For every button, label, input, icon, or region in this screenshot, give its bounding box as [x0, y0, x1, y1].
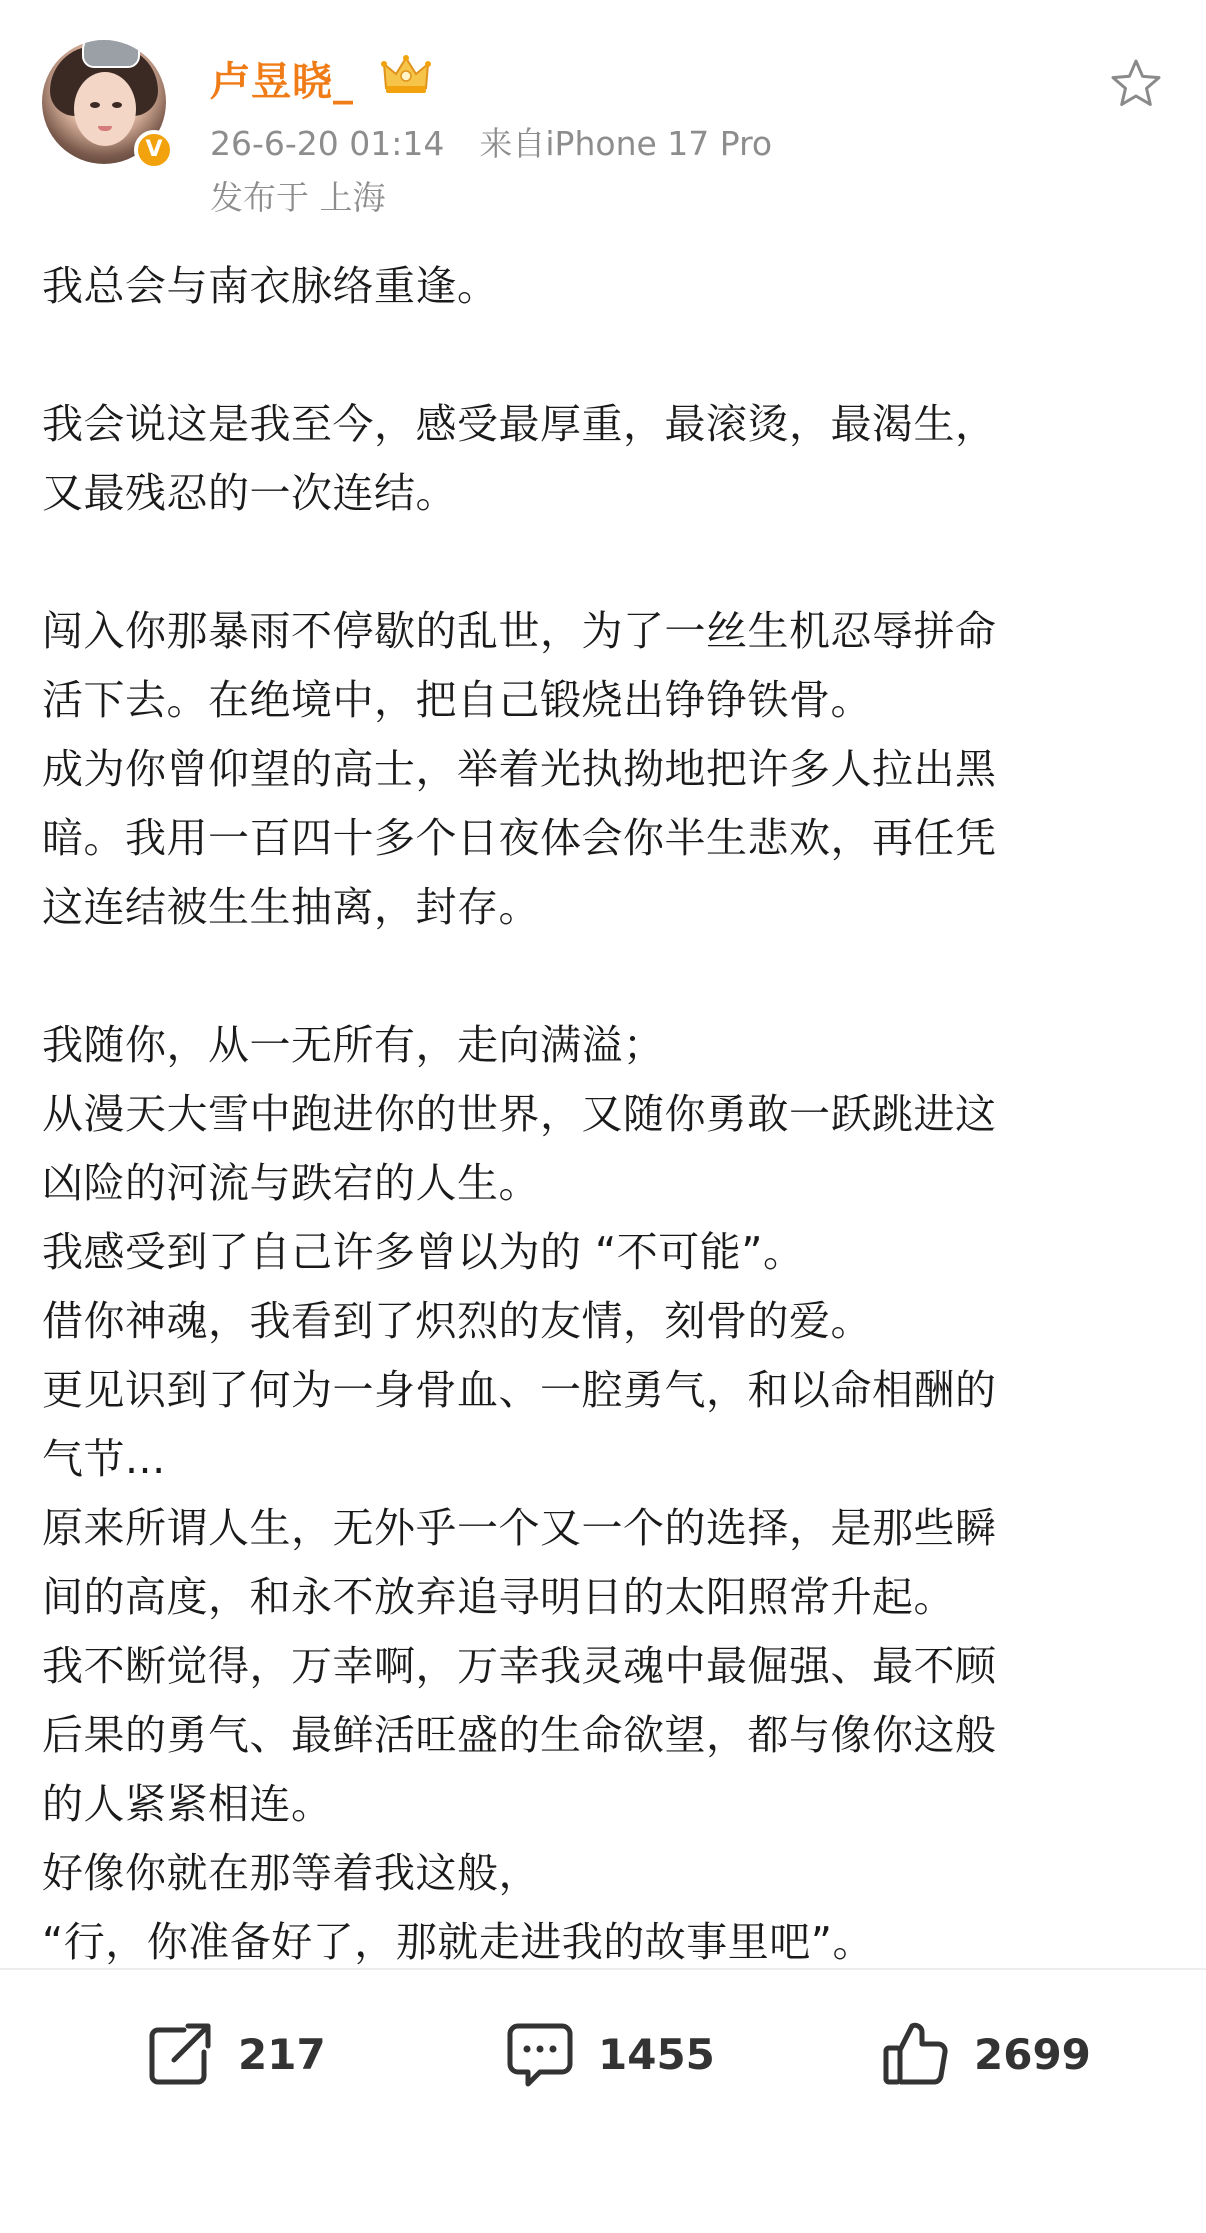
- like-button[interactable]: [880, 2018, 1091, 2090]
- speech-bubble-icon: [504, 2018, 576, 2090]
- post-location: 发布于 上海: [210, 178, 386, 217]
- post-source: 来自iPhone 17 Pro: [479, 124, 773, 163]
- verified-badge-icon: V: [134, 130, 174, 170]
- post-meta: [210, 118, 772, 165]
- post-text-line: 我会说这是我至今，感受最厚重，最滚烫，最渴生，: [42, 400, 997, 448]
- post-text-line: 借你神魂，我看到了炽烈的友情，刻骨的爱。: [42, 1297, 872, 1345]
- crown-badge-icon: [380, 52, 432, 96]
- paragraph-gap: [42, 528, 1172, 597]
- post-text-line: 凶险的河流与跌宕的人生。: [42, 1159, 540, 1207]
- post-time: 26-6-20 01:14: [210, 124, 445, 163]
- star-outline-icon[interactable]: [1108, 56, 1164, 112]
- post-text-line: 好像你就在那等着我这般，: [42, 1849, 540, 1897]
- comment-button[interactable]: [504, 2018, 715, 2090]
- paragraph-gap: [42, 942, 1172, 1011]
- share-arrow-icon: [144, 2018, 216, 2090]
- thumbs-up-icon: [880, 2018, 952, 2090]
- post-text-line: 我不断觉得，万幸啊，万幸我灵魂中最倔强、最不顾: [42, 1642, 997, 1690]
- post-text-line: 我随你，从一无所有，走向满溢；: [42, 1021, 665, 1069]
- post-text-line: 的人紧紧相连。: [42, 1780, 333, 1828]
- post-text-line: 原来所谓人生，无外乎一个又一个的选择，是那些瞬: [42, 1504, 997, 1552]
- post-text-line: 更见识到了何为一身骨血、一腔勇气，和以命相酬的: [42, 1366, 997, 1414]
- comment-count: 1455: [598, 2029, 715, 2079]
- paragraph-gap: [42, 321, 1172, 390]
- post-text-line: 间的高度，和永不放弃追寻明日的太阳照常升起。: [42, 1573, 955, 1621]
- repost-button[interactable]: [144, 2018, 326, 2090]
- username[interactable]: 卢昱晓_: [210, 59, 354, 105]
- post-text-line: 这连结被生生抽离，封存。: [42, 883, 540, 931]
- post-text-line: 闯入你那暴雨不停歇的乱世，为了一丝生机忍辱拼命: [42, 607, 997, 655]
- action-bar: [0, 1970, 1206, 2130]
- post-text-line: 又最残忍的一次连结。: [42, 469, 457, 517]
- post-content: [42, 252, 1172, 1977]
- repost-count: 217: [238, 2029, 326, 2079]
- post-text-line: 后果的勇气、最鲜活旺盛的生命欲望，都与像你这般: [42, 1711, 997, 1759]
- post-text-line: 暗。我用一百四十多个日夜体会你半生悲欢，再任凭: [42, 814, 997, 862]
- like-count: 2699: [974, 2029, 1091, 2079]
- post-text-line: 我感受到了自己许多曾以为的 “不可能”。: [42, 1228, 805, 1276]
- post-text-line: 气节...: [42, 1435, 166, 1483]
- avatar[interactable]: [42, 40, 166, 164]
- post-text-line: 成为你曾仰望的高士，举着光执拗地把许多人拉出黑: [42, 745, 997, 793]
- post-text-line: “行，你准备好了，那就走进我的故事里吧”。: [42, 1918, 874, 1966]
- post-text-line: 我总会与南衣脉络重逢。: [42, 262, 499, 310]
- post-text-line: 活下去。在绝境中，把自己锻烧出铮铮铁骨。: [42, 676, 872, 724]
- cat-ears-icon: [82, 40, 140, 68]
- post-text-line: 从漫天大雪中跑进你的世界，又随你勇敢一跃跳进这: [42, 1090, 997, 1138]
